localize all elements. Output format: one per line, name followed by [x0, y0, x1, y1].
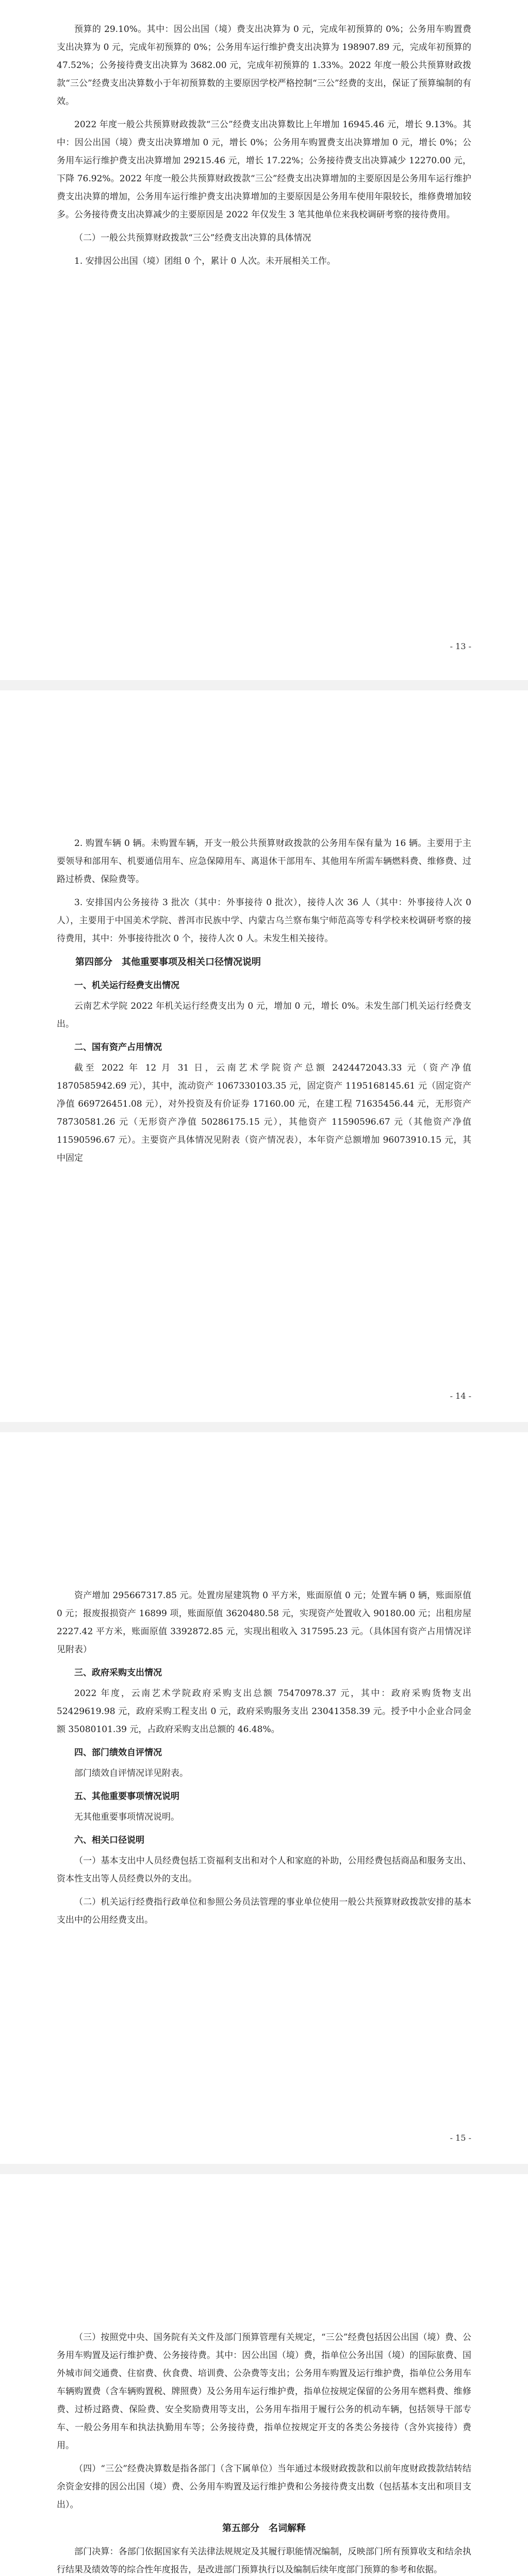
paragraph: 1. 安排因公出国（境）团组 0 个，累计 0 人次。未开展相关工作。 [74, 256, 336, 266]
page-16 [0, 2174, 528, 2576]
page-13 [0, 0, 528, 680]
subsection-heading: 四、部门绩效自评情况 [74, 1748, 162, 1758]
paragraph: 2022 年度一般公共预算财政拨款“三公”经费支出决算数比上年增加 16945.46 元，增长 9.13%。其中：因公出国（境）费支出决算增加 0 元，增长 0%；公务用车购置费支出决算增加 0 元，增长 0%；公务用车运行维护费支出决算增加 29215.46 元，增长 17.22%；公务接待费支出决算减少 12270.00 元，下降 76.92%。2022 年度一般公共预算财政拨款“三公”经费支出决算增加的主要原因是公务用车运行维护费支出决算的增加，公务用车运行维护费支出决算增加的主要原因是公务用车使用年限较长，维修费增加较多。公务接待费支出决算减少的主要原因是 2022 年仅发生 3 笔其他单位来我校调研考察的接待费用。 [57, 120, 471, 220]
paragraph: （三）按照党中央、国务院有关文件及部门预算管理有关规定，“三公”经费包括因公出国（境）费、公务用车购置及运行维护费、公务接待费。其中：因公出国（境）费，指单位公务出国（境）的国际旅费、国外城市间交通费、住宿费、伙食费、培训费、公杂费等支出；公务用车购置及运行维护费，指单位公务用车车辆购置费（含车辆购置税、牌照费）及公务用车运行维护费，指单位按规定保留的公务用车燃料费、维修费、过桥过路费、保险费、安全奖励费用等支出，公务用车指用于履行公务的机动车辆，包括领导干部专车、一般公务用车和执法执勤用车等；公务接待费，指单位按规定开支的各类公务接待（含外宾接待）费用。 [57, 2332, 471, 2451]
paragraph: （一）基本支出中人员经费包括工资福利支出和对个人和家庭的补助，公用经费包括商品和服务支出、资本性支出等人员经费以外的支出。 [57, 1856, 471, 1884]
section-heading: 第五部分 名词解释 [222, 2523, 306, 2534]
section-heading: 第四部分 其他重要事项及相关口径情况说明 [75, 957, 261, 968]
paragraph: 2022 年度，云南艺术学院政府采购支出总额 75470978.37 元，其中：政府采购货物支出 52429619.98 元，政府采购工程支出 0 元，政府采购服务支出 23041358.39 元。授予中小企业合同金额 35080101.39 元，占政府采购支出总额的 46.48%。 [57, 1688, 471, 1735]
paragraph: 部门绩效自评情况详见附表。 [74, 1768, 188, 1778]
paragraph: （四）“三公”经费决算数是指各部门（含下属单位）当年通过本级财政拨款和以前年度财政拨款结转结余资金安排的因公出国（境）费、公务用车购置及运行维护费和公务接待费支出数（包括基本支出和项目支出）。 [57, 2464, 471, 2510]
paragraph: 无其他重要事项情况说明。 [74, 1812, 179, 1822]
subsection-heading: 二、国有资产占用情况 [74, 1042, 162, 1053]
page-15 [0, 1432, 528, 2164]
subsection-heading: 五、其他重要事项情况说明 [74, 1791, 179, 1802]
paragraph: （二）一般公共预算财政拨款“三公”经费支出决算的具体情况 [74, 233, 311, 243]
page-number: - 14 - [450, 1391, 471, 1401]
subsection-heading: 三、政府采购支出情况 [74, 1668, 162, 1678]
paragraph: 资产增加 295667317.85 元。处置房屋建筑物 0 平方米，账面原值 0 元；处置车辆 0 辆，账面原值 0 元；报废报损资产 16899 项，账面原值 3620480.58 元，实现资产处置收入 90180.00 元；出租房屋 2227.42 平方米，账面原值 3392872.85 元，实现出租收入 317595.23 元。（具体国有资产占用情况详见附表） [57, 1590, 471, 1655]
paragraph: 截至 2022 年 12 月 31 日，云南艺术学院资产总额 2424472043.33 元（资产净值 1870585942.69 元），其中，流动资产 1067330103.35 元，固定资产 1195168145.61 元（固定资产净值 669726451.08 元），对外投资及有价证券 17160.00 元，在建工程 71635456.44 元，无形资产 78730581.26 元（无形资产净值 50286175.15 元），其他资产 11590596.67 元（其他资产净值 11590596.67 元）。主要资产具体情况见附表（资产情况表），本年资产总额增加 96073910.15 元，其中固定 [57, 1063, 471, 1163]
paragraph: 3. 安排国内公务接待 3 批次（其中：外事接待 0 批次），接待人次 36 人（其中：外事接待人次 0 人），主要用于中国美术学院、普洱市民族中学、内蒙古乌兰察布集宁师范高等专科学校来校调研考察的接待费用，其中：外事接待批次 0 个，接待人次 0 人。未发生相关接待。 [57, 897, 471, 944]
page-number: - 15 - [450, 2133, 471, 2143]
page-number: - 13 - [450, 641, 471, 651]
paragraph: 云南艺术学院 2022 年机关运行经费支出为 0 元，增加 0 元，增长 0%。未发生部门机关运行经费支出。 [57, 1001, 471, 1029]
paragraph: 预算的 29.10%。其中：因公出国（境）费支出决算为 0 元，完成年初预算的 0%；公务用车购置费支出决算为 0 元，完成年初预算的 0%；公务用车运行维护费支出决算为 198907.89 元，完成年初预算的 47.52%；公务接待费支出决算为 3682.00 元，完成年初预算的 1.33%。2022 年度一般公共预算财政拨款“三公”经费支出决算数小于年初预算数的主要原因学校严格控制“三公”经费的支出，保证了预算编制的有效。 [57, 24, 471, 107]
subsection-heading: 六、相关口径说明 [74, 1835, 144, 1845]
paragraph: 部门决算：各部门依据国家有关法律法规规定及其履行职能情况编制，反映部门所有预算收支和结余执行结果及绩效等的综合性年度报告，是改进部门预算执行以及编制后续年度部门预算的参考和依据。 [57, 2547, 471, 2575]
paragraph: 2. 购置车辆 0 辆。未购置车辆，开支一般公共预算财政拨款的公务用车保有量为 16 辆。主要用于主要领导和部用车、机要通信用车、应急保障用车、离退休干部用车、其他用车所需车辆燃料费、维修费、过路过桥费、保险费等。 [57, 838, 471, 885]
paragraph: （二）机关运行经费指行政单位和参照公务员法管理的事业单位使用一般公共预算财政拨款安排的基本支出中的公用经费支出。 [57, 1897, 471, 1925]
page-14 [0, 690, 528, 1422]
subsection-heading: 一、机关运行经费支出情况 [74, 980, 179, 991]
